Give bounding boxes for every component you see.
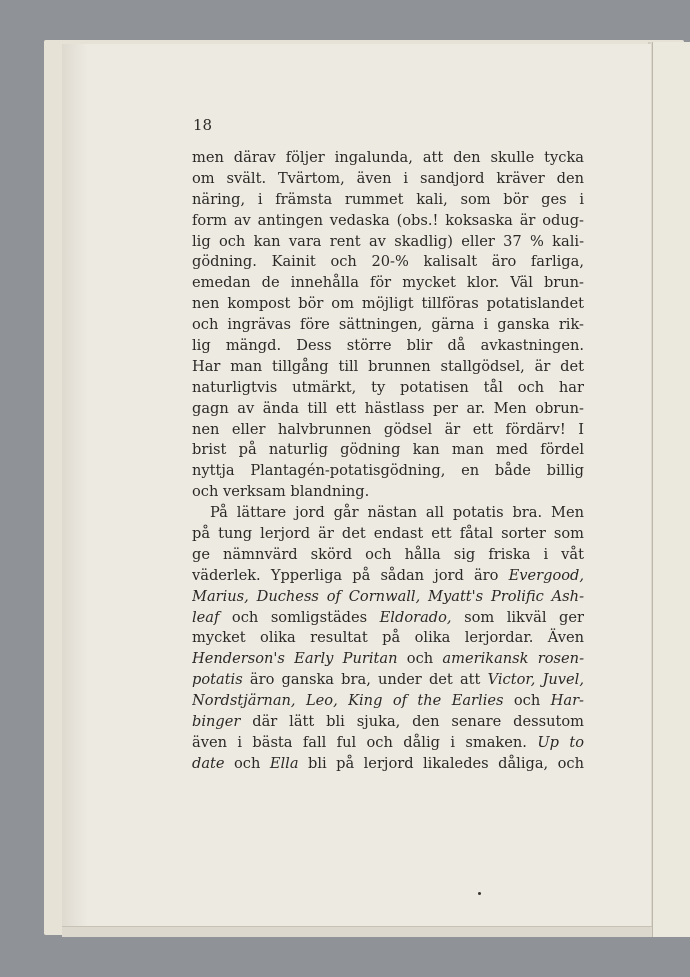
- text-run: brist på naturlig gödning kan man med fördel: [192, 441, 584, 459]
- text-line: [192, 524, 584, 545]
- text-line: [192, 315, 584, 336]
- body-text: [192, 148, 584, 775]
- text-run: emedan de innehålla för mycket klor. Väl brun-: [192, 274, 584, 292]
- text-line: [192, 252, 584, 273]
- text-run: nen eller halvbrunnen gödsel är ett fördärv! I: [192, 420, 584, 438]
- text-run: som likväl ger: [451, 608, 584, 626]
- text-run: äro ganska bra, under det att: [242, 671, 488, 689]
- text-run: och ingrävas före sättningen, gärna i ganska rik-: [192, 316, 584, 334]
- text-run: om svält. Tvärtom, även i sandjord kräver den: [192, 169, 584, 187]
- italic-text: binger: [192, 713, 241, 731]
- text-line: [192, 336, 584, 357]
- text-line: [192, 545, 584, 566]
- text-run: bli på lerjord likaledes dåliga, och: [298, 754, 584, 772]
- italic-text: Evergood,: [508, 566, 584, 584]
- text-run: nyttja Plantagén-potatisgödning, en både billig: [192, 462, 584, 480]
- italic-text: potatis: [192, 671, 243, 689]
- text-line: [192, 587, 584, 608]
- italic-text: amerikansk rosen-: [442, 650, 584, 668]
- text-line: [192, 399, 584, 420]
- text-run: gagn av ända till ett hästlass per ar. Men obrun-: [192, 399, 584, 417]
- text-line: [192, 440, 584, 461]
- text-line: [192, 148, 584, 169]
- text-line: [192, 754, 584, 775]
- text-line: [192, 608, 584, 629]
- page-bottom-edge: [62, 926, 652, 937]
- text-line: [192, 712, 584, 733]
- text-line: [192, 232, 584, 253]
- text-run: På lättare jord går nästan all potatis bra. Men: [210, 504, 584, 522]
- text-line: [192, 357, 584, 378]
- text-run: nen kompost bör om möjligt tillföras potatislandet: [192, 295, 584, 313]
- italic-text: leaf: [192, 608, 220, 626]
- text-run: lig och kan vara rent av skadlig) eller 37 % kali-: [192, 232, 584, 250]
- text-line: [192, 378, 584, 399]
- text-run: och: [224, 754, 270, 772]
- text-run: mycket olika resultat på olika lerjordar. Även: [192, 629, 584, 647]
- text-line: [192, 169, 584, 190]
- text-line: [192, 420, 584, 441]
- text-run: form av antingen vedaska (obs.! koksaska är odug-: [192, 211, 584, 229]
- text-line: [192, 628, 584, 649]
- text-line: [192, 566, 584, 587]
- page-number: 18: [193, 116, 213, 134]
- text-line: [192, 691, 584, 712]
- text-run: lig mängd. Dess större blir då avkastningen.: [192, 337, 584, 355]
- text-line: [192, 190, 584, 211]
- italic-text: Marius, Duchess of Cornwall, Myatt's Prolific Ash-: [192, 587, 584, 605]
- paper-speck: [478, 892, 481, 895]
- text-run: näring, i främsta rummet kali, som bör ges i: [192, 190, 584, 208]
- italic-text: Har-: [550, 692, 584, 710]
- text-run: och: [503, 692, 551, 710]
- text-line: [192, 649, 584, 670]
- italic-text: Up to: [537, 733, 584, 751]
- text-run: där lätt bli sjuka, den senare dessutom: [240, 713, 584, 731]
- text-run: gödning. Kainit och 20-% kalisalt äro farliga,: [192, 253, 584, 271]
- text-line: [192, 670, 584, 691]
- text-run: och: [397, 650, 443, 668]
- next-page-edge: [652, 42, 690, 937]
- italic-text: Victor, Juvel,: [487, 671, 584, 689]
- text-run: även i bästa fall ful och dålig i smaken.: [192, 733, 538, 751]
- text-line: [192, 211, 584, 232]
- text-run: men därav följer ingalunda, att den skulle tycka: [192, 149, 584, 166]
- text-run: och verksam blandning.: [192, 483, 370, 501]
- text-run: Har man tillgång till brunnen stallgödsel, är det: [192, 357, 584, 375]
- italic-text: date: [192, 754, 225, 772]
- page-fold-shading: [62, 44, 88, 929]
- text-run: ge nämnvärd skörd och hålla sig friska i våt: [192, 545, 584, 563]
- italic-text: Eldorado,: [379, 608, 452, 626]
- text-run: naturligtvis utmärkt, ty potatisen tål och har: [192, 378, 584, 396]
- italic-text: Ella: [269, 754, 299, 772]
- italic-text: Henderson's Early Puritan: [192, 650, 398, 668]
- text-line: [192, 503, 584, 524]
- text-run: och somligstädes: [219, 608, 380, 626]
- italic-text: Nordstjärnan, Leo, King of the Earlies: [192, 692, 504, 710]
- text-line: [192, 273, 584, 294]
- text-run: på tung lerjord är det endast ett fåtal sorter som: [192, 525, 584, 543]
- text-line: [192, 294, 584, 315]
- text-line: [192, 482, 584, 503]
- text-line: [192, 733, 584, 754]
- text-run: väderlek. Ypperliga på sådan jord äro: [192, 566, 509, 584]
- text-line: [192, 461, 584, 482]
